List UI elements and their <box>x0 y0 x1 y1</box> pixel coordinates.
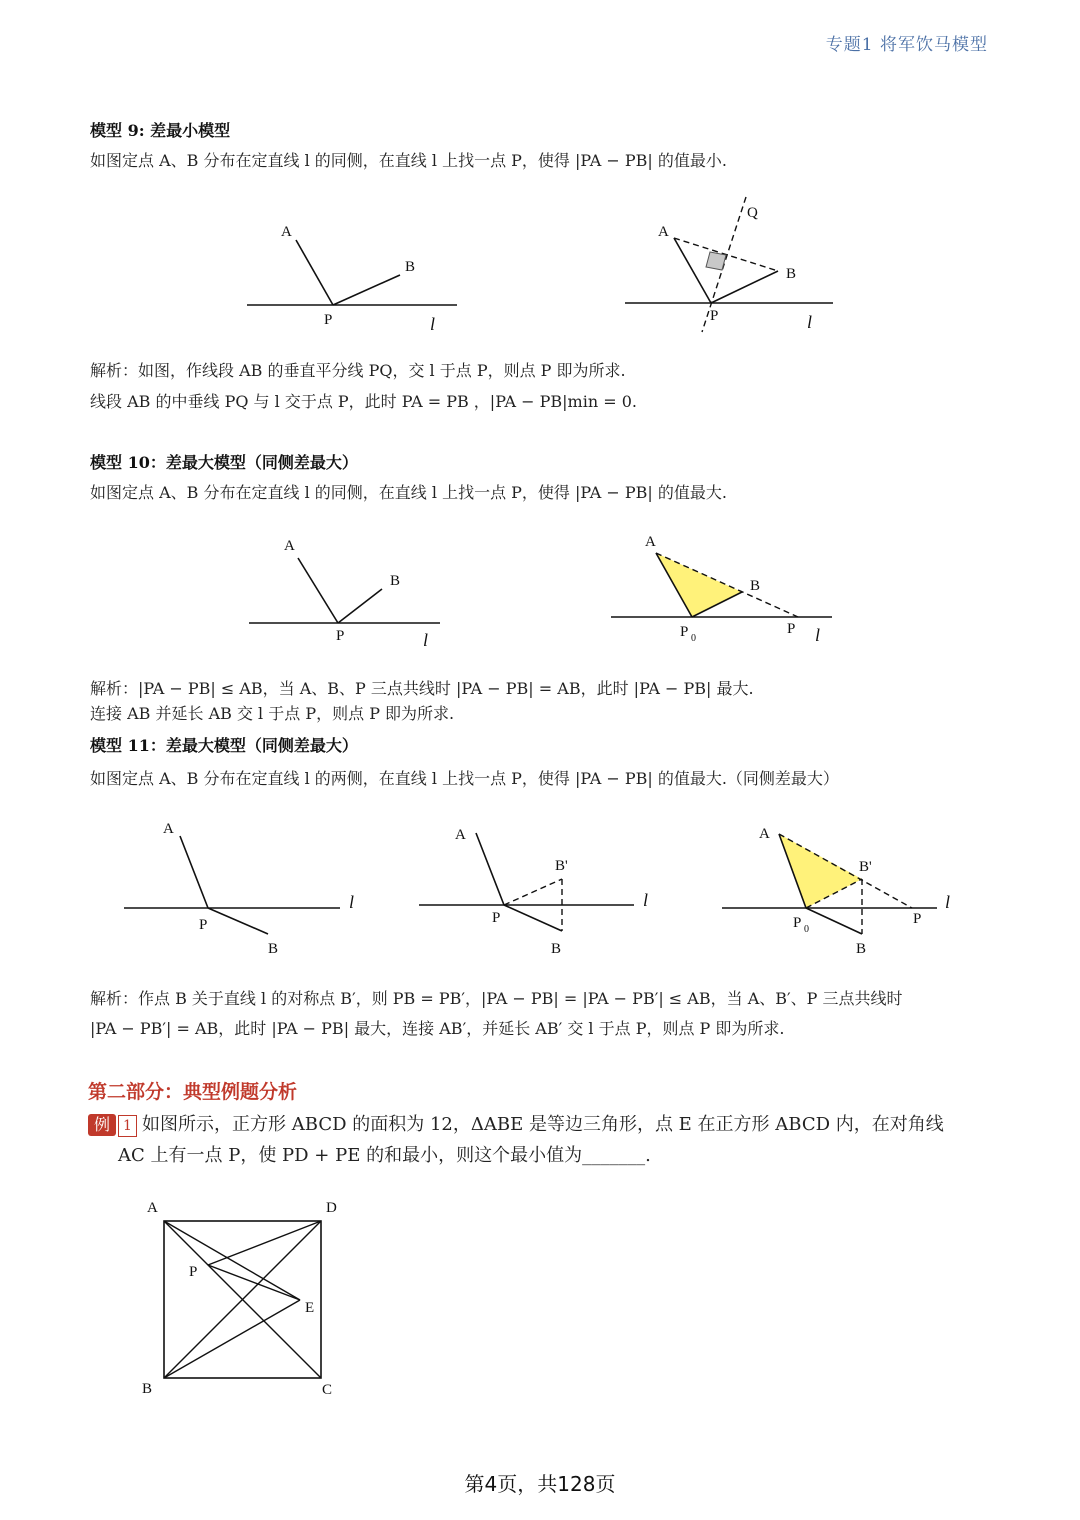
model10-analysis-line2: 连接 AB 并延长 AB 交 l 于点 P，则点 P 即为所求. <box>90 704 455 723</box>
label-p: P <box>324 312 333 328</box>
example1-figure <box>142 1200 337 1398</box>
label-c: C <box>322 1382 333 1398</box>
model10-analysis-line1: 解析：|PA − PB| ≤ AB，当 A、B、P 三点共线时 |PA − PB| = AB，此时 |PA − PB| 最大. <box>90 679 754 698</box>
model11-analysis-line2: |PA − PB′| = AB，此时 |PA − PB| 最大，连接 AB′，并延长 AB′ 交 l 于点 P，则点 P 即为所求. <box>90 1019 785 1038</box>
model11-figure-2 <box>419 827 648 957</box>
label-p: P <box>336 628 345 644</box>
example-number: 1 <box>118 1115 137 1137</box>
model9-figure-1 <box>247 224 457 334</box>
label-l: l <box>643 890 649 910</box>
page-footer: 第4页，共128页 <box>464 1472 616 1496</box>
model10-title: 模型 10：差最大模型（同侧差最大） <box>90 453 358 472</box>
model9-description: 如图定点 A、B 分布在定直线 l 的同侧，在直线 l 上找一点 P，使得 |PA − PB| 的值最小. <box>90 151 727 170</box>
label-l: l <box>423 630 429 650</box>
label-b: B <box>551 941 562 957</box>
model9-figure-2 <box>625 197 833 332</box>
model11-description: 如图定点 A、B 分布在定直线 l 的两侧，在直线 l 上找一点 P，使得 |PA − PB| 的值最大.（同侧差最大） <box>90 769 839 788</box>
label-b: B <box>750 578 761 594</box>
model11-figure-3 <box>722 826 950 957</box>
label-l: l <box>807 312 813 332</box>
label-b: B <box>405 259 416 275</box>
label-a: A <box>658 224 669 240</box>
label-a: A <box>281 224 292 240</box>
label-a: A <box>163 821 174 837</box>
example1-text-line1: 如图所示，正方形 ABCD 的面积为 12，ΔABE 是等边三角形，点 E 在正方形 ABCD 内，在对角线 <box>142 1114 944 1135</box>
label-a: A <box>455 827 466 843</box>
label-a: A <box>147 1200 158 1216</box>
model10-figure-1 <box>249 538 440 650</box>
label-p: P <box>199 917 208 933</box>
label-l: l <box>430 314 436 334</box>
label-a: A <box>284 538 295 554</box>
label-p: P <box>189 1264 198 1280</box>
model11-analysis-line1: 解析：作点 B 关于直线 l 的对称点 B′，则 PB = PB′，|PA − PB| = |PA − PB′| ≤ AB，当 A、B′、P 三点共线时 <box>90 989 903 1008</box>
label-p: P <box>710 308 719 324</box>
example-badge: 例 <box>88 1114 116 1136</box>
label-p: P <box>492 910 501 926</box>
model9-analysis-line1: 解析：如图，作线段 AB 的垂直平分线 PQ，交 l 于点 P，则点 P 即为所求. <box>90 361 626 380</box>
label-b: B <box>142 1381 153 1397</box>
label-b: B <box>268 941 279 957</box>
model9-analysis-line2: 线段 AB 的中垂线 PQ 与 l 交于点 P，此时 PA = PB ，|PA − PB|min = 0. <box>90 392 637 411</box>
example1-line1 <box>88 1110 944 1137</box>
label-d: D <box>326 1200 337 1216</box>
label-b: B <box>856 941 867 957</box>
label-p: P <box>913 911 922 927</box>
model11-title: 模型 11：差最大模型（同侧差最大） <box>90 736 358 755</box>
model10-description: 如图定点 A、B 分布在定直线 l 的同侧，在直线 l 上找一点 P，使得 |PA − PB| 的值最大. <box>90 483 727 502</box>
label-e: E <box>305 1300 315 1316</box>
model11-figure-1 <box>124 821 354 957</box>
label-p: P <box>787 621 796 637</box>
label-b: B <box>390 573 401 589</box>
label-p0-subscript: 0 <box>691 633 696 644</box>
label-l: l <box>815 625 821 645</box>
label-b-prime: B' <box>555 858 568 874</box>
label-p0-subscript: 0 <box>804 924 809 935</box>
model9-title: 模型 9: 差最小模型 <box>90 121 231 140</box>
part2-title: 第二部分：典型例题分析 <box>88 1081 298 1103</box>
label-b: B <box>786 266 797 282</box>
model10-figure-2 <box>611 534 832 645</box>
label-a: A <box>759 826 770 842</box>
label-p0: P <box>680 624 689 640</box>
label-q: Q <box>747 205 758 221</box>
label-a: A <box>645 534 656 550</box>
running-header: 专题1 将军饮马模型 <box>825 35 988 55</box>
label-b-prime: B' <box>859 859 872 875</box>
label-p0: P <box>793 915 802 931</box>
label-l: l <box>945 892 951 912</box>
example1-text-line2: AC 上有一点 P，使 PD + PE 的和最小，则这个最小值为_______. <box>118 1145 651 1166</box>
label-l: l <box>349 892 355 912</box>
